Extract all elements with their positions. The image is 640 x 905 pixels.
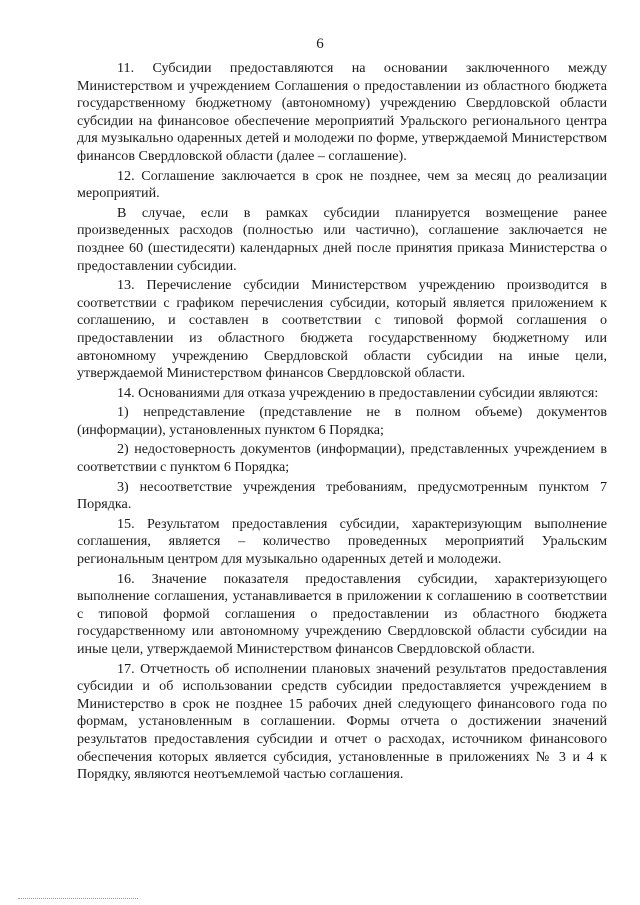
paragraph-16: 16. Значение показателя предоставления субсидии, характеризующего выполнение соглашения, устанавливается в приложении к соглашению в соответствии с типовой формой соглашения о предоставлении из областного бюджета государственному или автономному учреждению Свердловской области субсидии на иные цели, утверждаемой Министерством финансов Свердловской области.: [77, 570, 607, 657]
list-item-1: 1) непредставление (представление не в полном объеме) документов (информации), установленных пунктом 6 Порядка;: [77, 404, 607, 438]
paragraph-14: 14. Основаниями для отказа учреждению в предоставлении субсидии являются:: [117, 384, 599, 401]
paragraph-17: 17. Отчетность об исполнении плановых значений результатов предоставления субсидии и об использовании средств субсидии предоставляется учреждением в Министерство в срок не позднее 15 рабочих дней следующего финансового года по формам, установленным в соглашении. Формы отчета о достижении значений результатов предоставления субсидии и отчет о расходах, источником финансового обеспечения которых является субсидия, установленные в приложениях № 3 и 4 к Порядку, являются неотъемлемой частью соглашения.: [77, 660, 607, 783]
list-item-3: 3) несоответствие учреждения требованиям, предусмотренным пунктом 7 Порядка.: [77, 478, 607, 513]
paragraph-12-case: В случае, если в рамках субсидии планируется возмещение ранее произведенных расходов (полностью или частично), соглашение заключается не позднее 60 (шестидесяти) календарных дней после принятия приказа Министерства о предоставлении субсидии.: [77, 204, 607, 274]
page-number: 6: [316, 36, 324, 52]
document-body: [77, 60, 607, 784]
paragraph-11: 11. Субсидии предоставляются на основании заключенного между Министерством и учреждением Соглашения о предоставлении из областного бюджета государственному бюджетному (автономному) учреждению Свердловской области субсидии на финансовое обеспечение мероприятий Уральского регионального центра для музыкально одаренных детей и молодежи по форме, утверждаемой Министерством финансов Свердловской области (далее – соглашение).: [77, 60, 607, 164]
footer-divider: [18, 898, 138, 899]
paragraph-13: 13. Перечисление субсидии Министерством учреждению производится в соответствии с графиком перечисления субсидии, который является приложением к соглашению, и составлен в соответствии с типовой формой соглашения о предоставлении из областного бюджета государственному бюджетному или автономному учреждению Свердловской области субсидии на иные цели, утверждаемой Министерством финансов Свердловской области.: [77, 277, 607, 382]
paragraph-15: 15. Результатом предоставления субсидии, характеризующим выполнение соглашения, является – количество проведенных мероприятий Уральским региональным центром для музыкально одаренных детей и молодежи.: [77, 515, 607, 568]
list-item-2: 2) недостоверность документов (информации), представленных учреждением в соответствии с пунктом 6 Порядка;: [77, 441, 607, 476]
paragraph-12: 12. Соглашение заключается в срок не позднее, чем за месяц до реализации мероприятий.: [77, 167, 607, 202]
